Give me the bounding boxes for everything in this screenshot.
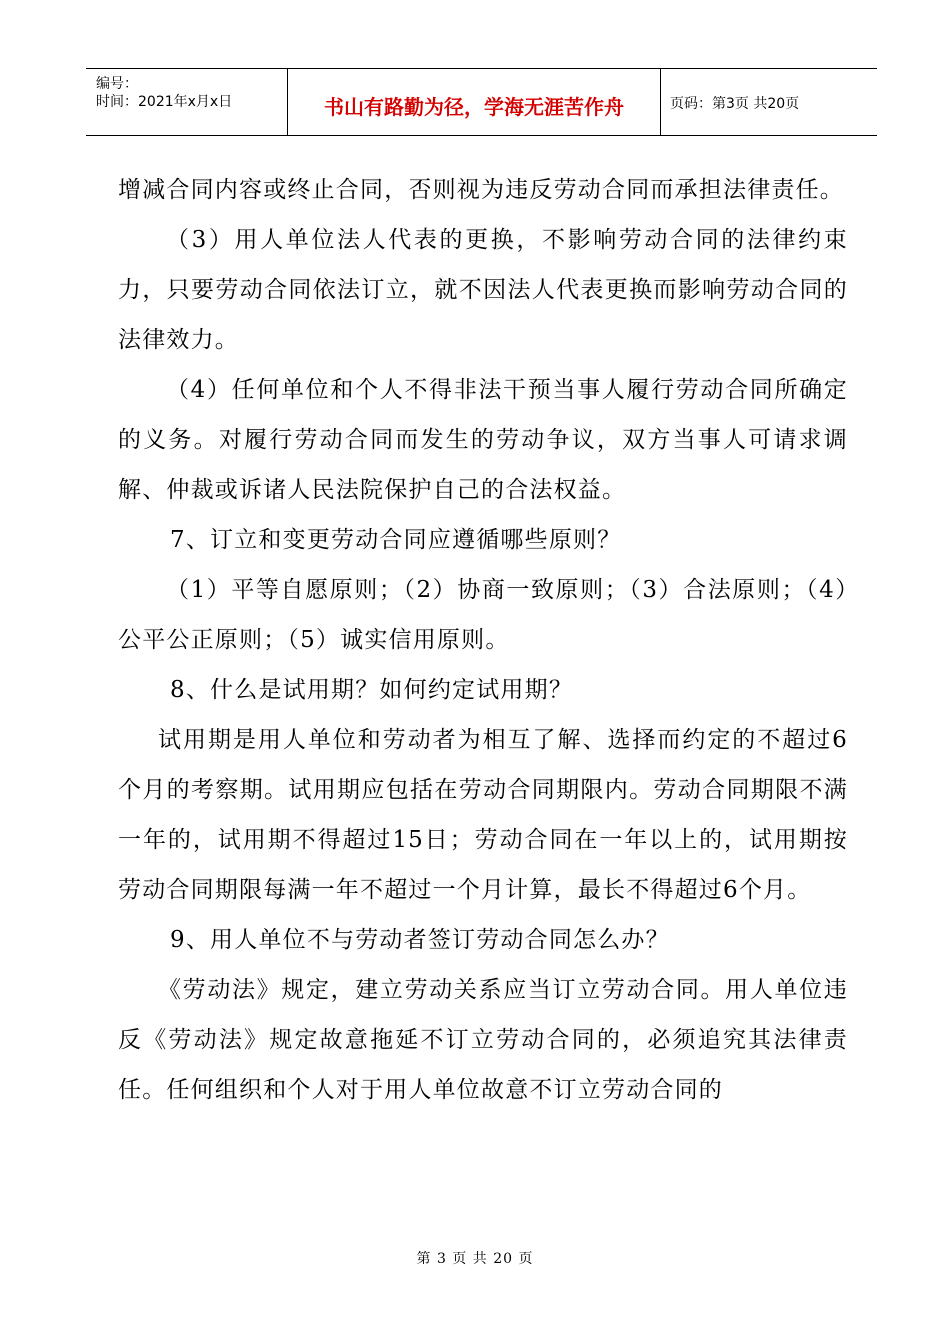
header-meta [96,75,232,111]
document-header [86,68,877,136]
header-motto: 书山有路勤为径，学海无涯苦作舟 [324,95,624,119]
section-heading: 9、用人单位不与劳动者签订劳动合同怎么办？ [170,927,670,953]
header-time-label: 时间：2021年x月x日 [96,94,233,110]
page-footer: 第 3 页 共 20 页 [416,1251,534,1267]
section-heading: 8、什么是试用期？如何约定试用期？ [170,677,574,703]
body-paragraph: 《劳动法》规定，建立劳动关系应当订立劳动合同。用人单位违反《劳动法》规定故意拖延不订立劳动合同的，必须追究其法律责任。任何组织和个人对于用人单位故意不订立劳动合同的 [118,977,848,1103]
body-paragraph: （1）平等自愿原则；（2）协商一致原则；（3）合法原则；（4）公平公正原则；（5）诚实信用原则。 [118,577,848,653]
body-paragraph: （4）任何单位和个人不得非法干预当事人履行劳动合同所确定的义务。对履行劳动合同而发生的劳动争议，双方当事人可请求调解、仲裁或诉诸人民法院保护自己的合法权益。 [118,377,848,503]
header-number-label: 编号： [96,76,138,92]
document-body [118,165,848,1115]
body-paragraph: 试用期是用人单位和劳动者为相互了解、选择而约定的不超过6个月的考察期。试用期应包括在劳动合同期限内。劳动合同期限不满一年的，试用期不得超过15日；劳动合同在一年以上的，试用期按劳动合同期限每满一年不超过一个月计算，最长不得超过6个月。 [118,727,848,903]
header-divider [660,69,661,135]
section-heading: 7、订立和变更劳动合同应遵循哪些原则？ [170,527,622,553]
header-page-label: 页码：第3页 共20页 [670,96,800,112]
body-paragraph: （3）用人单位法人代表的更换，不影响劳动合同的法律约束力，只要劳动合同依法订立，就不因法人代表更换而影响劳动合同的法律效力。 [118,227,848,353]
body-paragraph: 增减合同内容或终止合同，否则视为违反劳动合同而承担法律责任。 [118,177,844,203]
